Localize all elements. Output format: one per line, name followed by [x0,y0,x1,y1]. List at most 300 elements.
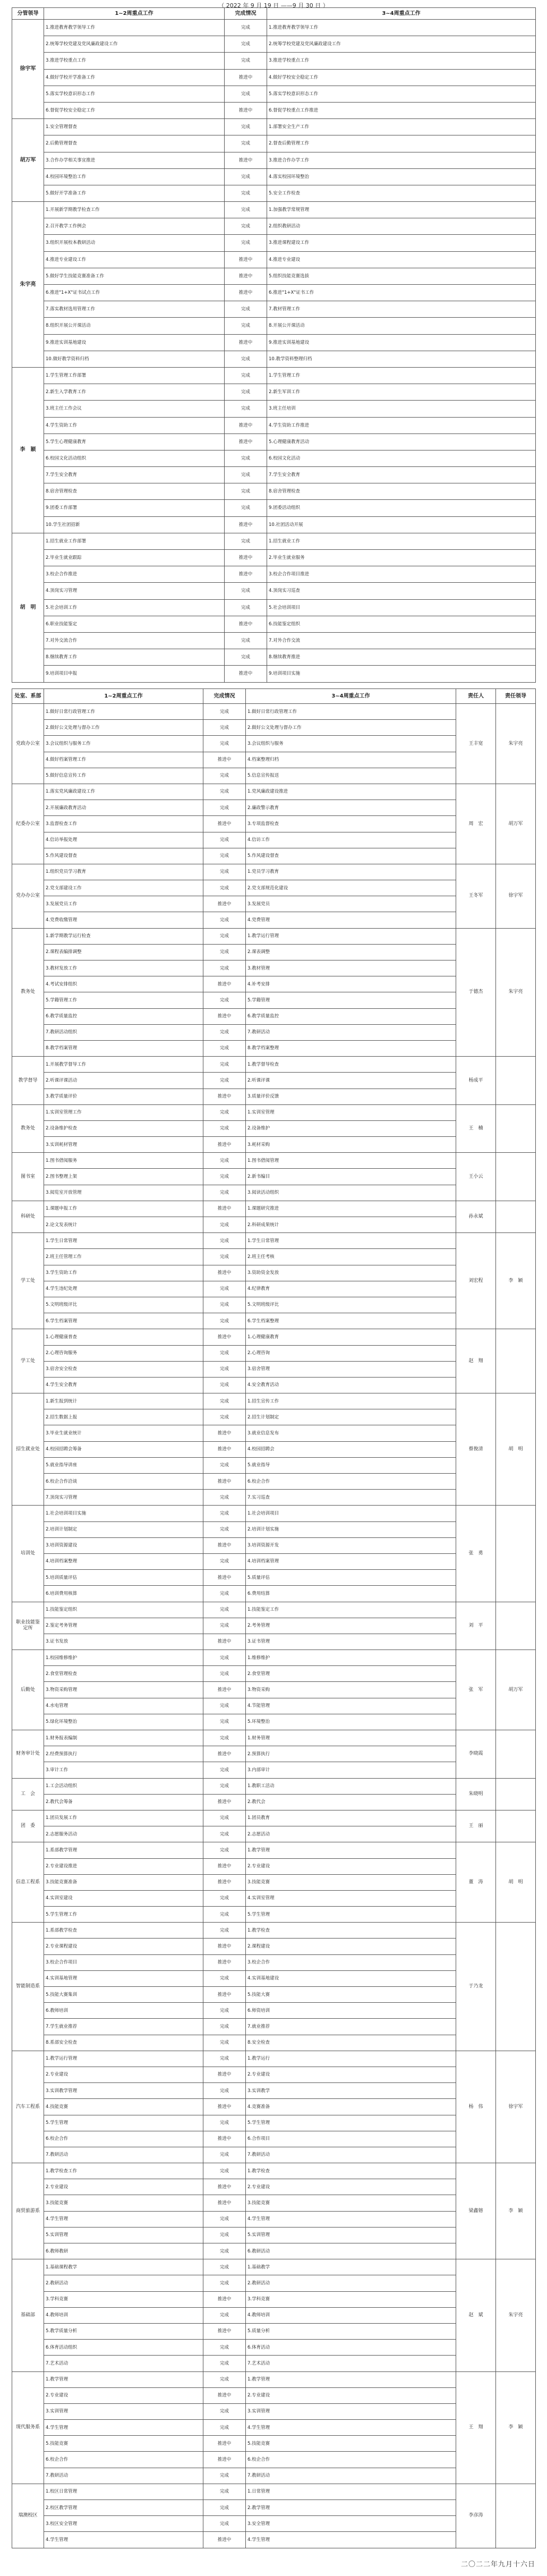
week12-task-cell: 6.推进"1+X"证书试点工作 [44,285,225,301]
status-cell: 推进中 [203,2532,246,2548]
week12-task-cell: 2.教代会筹备 [44,1794,203,1810]
status-cell: 完成 [203,1490,246,1506]
responsible-leader-cell: 胡万军 [496,784,536,864]
week12-task-cell: 5.技能竞赛 [44,2436,203,2452]
week34-task-cell: 2.统筹学校党建及党风廉政建设工作 [267,36,536,53]
department-name-cell: 教学督导 [12,1057,44,1105]
status-cell: 完成 [203,2403,246,2419]
department-name-cell: 信息工程系 [12,1842,44,1923]
week34-task-cell: 3.校企合作 [246,1954,456,1970]
status-cell: 推进中 [203,1537,246,1553]
week12-task-cell: 2.后勤管理督查 [44,135,225,152]
status-cell: 完成 [203,1506,246,1521]
week12-task-cell: 9.团委工作部署 [44,500,225,516]
week34-task-cell: 2.毕业生就业服务 [267,550,536,566]
week12-task-cell: 3.技能竞赛准备 [44,1874,203,1890]
status-cell: 完成 [225,53,267,69]
status-cell: 推进中 [203,1874,246,1890]
status-cell: 完成 [203,2356,246,2371]
week34-task-cell: 4.做好学校安全稳定工作 [267,69,536,86]
week12-task-cell: 7.顶岗实习管理 [44,1490,203,1506]
week12-task-cell: 3.阅览室开放管理 [44,1185,203,1201]
week12-task-cell: 7.教研活动 [44,2147,203,2163]
week34-task-cell: 6.体育活动 [246,2340,456,2356]
week12-task-cell: 2.开展廉政教育活动 [44,800,203,816]
week12-task-cell: 7.学生安全教育 [44,467,225,483]
status-cell: 推进中 [203,2291,246,2307]
department-name-cell: 图书室 [12,1153,44,1201]
table-row [12,1923,536,1939]
week12-task-cell: 8.系部安全检查 [44,2035,203,2051]
week12-task-cell: 5.作风建设督查 [44,848,203,864]
week12-task-cell: 3.实训管理 [44,2403,203,2419]
week12-task-cell: 4.学生安全教育 [44,1377,203,1393]
responsible-person-cell: 于德杰 [456,928,496,1057]
week34-task-cell: 4.实训室管理 [246,1890,456,1906]
week34-task-cell: 4.档案整理归档 [246,752,456,768]
week12-task-cell: 5.做好开学准备工作 [44,185,225,201]
week12-task-cell: 2.统筹学校党建及党风廉政建设工作 [44,36,225,53]
week34-task-cell: 5.学生管理 [246,2115,456,2131]
week34-task-cell: 1.党员学习教育 [246,864,456,880]
department-name-cell: 现代服务系 [12,2371,44,2484]
week34-task-cell: 3.阅读活动组织 [246,1185,456,1201]
week34-task-cell: 1.教学督导检查 [246,1057,456,1073]
week34-task-cell: 3.推进合作办学工作 [267,152,536,168]
week34-task-cell: 4.学生管理 [246,2211,456,2227]
week12-task-cell: 1.财务报表编制 [44,1730,203,1746]
week12-task-cell: 1.安全管理督查 [44,119,225,135]
week12-task-cell: 1.系部教学管理 [44,1842,203,1858]
week12-task-cell: 3.校企合作项目 [44,1954,203,1970]
week34-task-cell: 2.党支部规范化建设 [246,880,456,896]
week34-task-cell: 5.技能竞赛 [246,2436,456,2452]
week12-task-cell: 3.实训耗材管理 [44,1137,203,1153]
status-cell: 完成 [225,367,267,384]
week34-task-cell: 8.安全检查 [246,2035,456,2051]
week34-task-cell: 1.实训室管理 [246,1104,456,1120]
status-cell: 推进中 [203,2436,246,2452]
week34-task-cell: 2.专业建设 [246,2179,456,2195]
week12-task-cell: 3.实训教学管理 [44,2083,203,2099]
status-cell: 完成 [203,1650,246,1666]
status-cell: 推进中 [225,550,267,566]
table-row [12,152,536,168]
table-row [12,36,536,53]
responsible-leader-cell [496,1104,536,1153]
table-row [12,185,536,201]
week34-task-cell: 4.补考安排 [246,976,456,992]
week12-task-cell: 2.经费预算执行 [44,1746,203,1762]
week34-task-cell: 9.推进实训基地建设 [267,334,536,351]
week12-task-cell: 6.督促学校安全稳定工作 [44,102,225,118]
responsible-leader-cell [496,2484,536,2548]
status-cell: 完成 [203,2340,246,2356]
status-cell: 完成 [203,1730,246,1746]
status-cell: 完成 [203,1698,246,1714]
week34-task-cell: 2.考务管理 [246,1618,456,1634]
week34-task-cell: 3.耗材采购 [246,1137,456,1153]
week34-task-cell: 1.部署安全生产工作 [267,119,536,135]
table-row [12,1778,536,1794]
week12-task-cell: 2.专业课程建设 [44,1939,203,1954]
table-row [12,616,536,632]
column-header: 1~2周重点工作 [44,689,203,704]
week34-task-cell: 3.发展党员 [246,896,456,912]
status-cell: 完成 [203,1778,246,1794]
status-cell: 完成 [203,1890,246,1906]
week34-task-cell: 1.教职工活动 [246,1778,456,1794]
table-row [12,20,536,36]
week12-task-cell: 4.学生违纪处理 [44,1281,203,1297]
status-cell: 完成 [203,1313,246,1329]
week12-task-cell: 9.推进实训基地建设 [44,334,225,351]
week34-task-cell: 6.学生档案整理 [246,1313,456,1329]
week12-task-cell: 1.新生报到统计 [44,1393,203,1409]
department-name-cell: 学工处 [12,1329,44,1393]
table-row [12,384,536,401]
week12-task-cell: 5.做好信息宣传工作 [44,768,203,784]
week12-task-cell: 1.开展新学期教学检查工作 [44,202,225,218]
department-name-cell: 科研处 [12,1201,44,1232]
department-name-cell: 招生就业处 [12,1393,44,1506]
week12-task-cell: 3.校区安全管理 [44,2516,203,2532]
responsible-leader-cell [496,1602,536,1650]
week34-task-cell: 7.学生安全教育 [267,467,536,483]
week12-task-cell: 2.设备维护检查 [44,1120,203,1136]
week12-task-cell: 6.体育活动组织 [44,2340,203,2356]
week12-task-cell: 1.实训室管理工作 [44,1104,203,1120]
responsible-leader-cell [496,1153,536,1201]
status-cell: 完成 [225,649,267,666]
status-cell: 完成 [203,2003,246,2019]
status-cell: 推进中 [203,2099,246,2115]
week12-task-cell: 7.落实教材选用管理工作 [44,301,225,318]
table-row [12,69,536,86]
week34-task-cell: 7.对外合作交流 [267,632,536,649]
week34-task-cell: 5.信息宣传报送 [246,768,456,784]
table-row [12,467,536,483]
responsible-person-cell: 王 楠 [456,1104,496,1153]
status-cell: 推进中 [203,1794,246,1810]
week12-task-cell: 1.心理健康普查 [44,1329,203,1345]
table-row [12,53,536,69]
week12-task-cell: 2.听课评课活动 [44,1073,203,1089]
status-cell: 完成 [225,301,267,318]
week12-task-cell: 9.培训项目申报 [44,666,225,682]
department-name-cell: 职业技能鉴定所 [12,1602,44,1650]
week12-task-cell: 2.做好公文处理与督办工作 [44,720,203,736]
week12-task-cell: 3.教材发放工作 [44,960,203,976]
week12-task-cell: 3.物资采购管理 [44,1682,203,1698]
week12-task-cell: 5.做好学生技能竞赛准备工作 [44,268,225,284]
week34-task-cell: 2.科研成果统计 [246,1217,456,1233]
week12-task-cell: 3.班主任工作会议 [44,401,225,417]
status-cell: 完成 [203,2468,246,2484]
status-cell: 完成 [203,2500,246,2516]
week34-task-cell: 9.团委活动组织 [267,500,536,516]
week12-task-cell: 3.审计工作 [44,1762,203,1778]
status-cell: 完成 [203,736,246,752]
responsible-leader-cell [496,1506,536,1602]
status-cell: 完成 [203,1217,246,1233]
table-row [12,1201,536,1217]
department-name-cell: 学工处 [12,1233,44,1329]
department-name-cell: 团 委 [12,1810,44,1842]
table-row [12,417,536,433]
week34-task-cell: 6.师资培训 [246,2003,456,2019]
column-header: 责任人 [456,689,496,704]
week34-task-cell: 2.做好公文处理与督办工作 [246,720,456,736]
week12-task-cell: 5.教学质量分析 [44,2323,203,2339]
week34-task-cell: 2.专业建设 [246,2067,456,2082]
responsible-leader-cell: 徐宇军 [496,864,536,928]
status-cell: 完成 [203,1361,246,1377]
status-cell: 完成 [203,1233,246,1249]
week12-task-cell: 2.心理咨询服务 [44,1345,203,1361]
week34-task-cell: 2.专业建设 [246,2387,456,2403]
week12-task-cell: 3.学科竞赛 [44,2291,203,2307]
week12-task-cell: 7.教研活动组织 [44,1024,203,1040]
responsible-person-cell: 杨 伟 [456,2051,496,2163]
table-row [12,218,536,235]
status-cell: 推进中 [203,2195,246,2211]
week12-task-cell: 3.证书发放 [44,1634,203,1650]
week34-task-cell: 3.资助资金发放 [246,1265,456,1281]
week34-task-cell: 2.廉政警示教育 [246,800,456,816]
status-cell: 推进中 [203,2131,246,2147]
week12-task-cell: 1.组织党员学习教育 [44,864,203,880]
leader-name-cell: 李 颖 [12,367,44,533]
week12-task-cell: 4.顶岗实习管理 [44,583,225,599]
column-header: 1~2周重点工作 [44,8,225,20]
week34-task-cell: 5.就业指导 [246,1457,456,1473]
week34-task-cell: 3.班主任培训 [267,401,536,417]
status-cell: 完成 [203,848,246,864]
status-cell: 完成 [203,2420,246,2436]
week34-task-cell: 4.顶岗实习巡查 [267,583,536,599]
week34-task-cell: 6.校企合作 [246,2452,456,2468]
week12-task-cell: 1.开展教学督导工作 [44,1057,203,1073]
week12-task-cell: 4.做好档案管理工作 [44,752,203,768]
week34-task-cell: 2.志愿活动 [246,1826,456,1842]
status-cell: 完成 [203,1457,246,1473]
status-cell: 推进中 [203,1329,246,1345]
responsible-person-cell: 赵 斌 [456,2259,496,2371]
week34-task-cell: 5.实训管理 [246,2227,456,2243]
status-cell: 完成 [203,2371,246,2387]
week12-task-cell: 5.学生管理工作 [44,1907,203,1923]
department-name-cell: 工 会 [12,1778,44,1810]
week12-task-cell: 2.班主任管理工作 [44,1249,203,1265]
table-row [12,928,536,944]
week34-task-cell: 4.信访工作 [246,832,456,848]
week12-task-cell: 6.校企合作 [44,2452,203,2468]
week34-task-cell: 6.费用结算 [246,1586,456,1602]
week34-task-cell: 4.纪律教育 [246,1281,456,1297]
week34-task-cell: 1.教学管理 [246,1842,456,1858]
table-row [12,516,536,533]
week12-task-cell: 6.教师培训 [44,2003,203,2019]
table-row [12,2163,536,2179]
status-cell: 完成 [203,1393,246,1409]
table-row [12,367,536,384]
week12-task-cell: 10.做好教学资料归档 [44,351,225,367]
table-row [12,168,536,185]
status-cell: 完成 [203,2147,246,2163]
week12-task-cell: 7.艺术活动 [44,2356,203,2371]
week34-task-cell: 2.心理咨询 [246,1345,456,1361]
status-cell: 完成 [203,1040,246,1056]
week12-task-cell: 4.实训基地管理 [44,1970,203,1986]
status-cell: 推进中 [203,1746,246,1762]
week34-task-cell: 1.党风廉政建设推进 [246,784,456,800]
status-cell: 推进中 [203,1987,246,2003]
week12-task-cell: 6.职业技能鉴定 [44,616,225,632]
responsible-leader-cell [496,1329,536,1393]
responsible-leader-cell [496,1730,536,1779]
week34-task-cell: 6.教学质量监控 [246,1008,456,1024]
status-cell: 完成 [225,20,267,36]
status-cell: 完成 [225,450,267,466]
status-cell: 推进中 [203,2323,246,2339]
week34-task-cell: 2.培训计划实施 [246,1521,456,1537]
week12-task-cell: 6.校企合作 [44,2131,203,2147]
table-row [12,285,536,301]
week34-task-cell: 7.教研活动 [246,2468,456,2484]
status-cell: 推进中 [203,2179,246,2195]
week12-task-cell: 4.考试安排组织 [44,976,203,992]
week34-task-cell: 1.社会培训项目 [246,1506,456,1521]
week34-task-cell: 7.艺术活动 [246,2356,456,2371]
week34-task-cell: 1.团员教育 [246,1810,456,1826]
status-cell: 推进中 [225,152,267,168]
week12-task-cell: 3.会议组织与服务工作 [44,736,203,752]
responsible-leader-cell [496,1057,536,1105]
status-cell: 完成 [203,928,246,944]
status-cell: 完成 [203,2243,246,2259]
week12-task-cell: 5.落实学校意识形态工作 [44,86,225,102]
week34-task-cell: 3.技能竞赛 [246,1874,456,1890]
responsible-leader-cell: 胡万军 [496,1650,536,1730]
responsible-person-cell: 王 丽 [456,1810,496,1842]
week34-task-cell: 3.实训教学 [246,2083,456,2099]
status-cell: 完成 [225,36,267,53]
week12-task-cell: 6.教学质量监控 [44,1008,203,1024]
week12-task-cell: 3.合作办学相关事宜推进 [44,152,225,168]
status-cell: 完成 [225,599,267,616]
status-cell: 推进中 [225,69,267,86]
table-row [12,599,536,616]
week34-task-cell: 5.学生管理 [246,1907,456,1923]
status-cell: 完成 [225,583,267,599]
status-cell: 完成 [203,800,246,816]
responsible-person-cell: 朱晓明 [456,1778,496,1810]
week12-task-cell: 4.培训档案整理 [44,1553,203,1569]
table-row [12,2259,536,2275]
status-cell: 完成 [203,1714,246,1730]
week12-task-cell: 2.党支部建设工作 [44,880,203,896]
status-cell: 完成 [225,632,267,649]
week12-task-cell: 4.学生管理 [44,2420,203,2436]
week34-task-cell: 1.学生管理工作 [267,367,536,384]
week12-task-cell: 3.校企合作推进 [44,566,225,583]
responsible-person-cell: 董 涛 [456,1842,496,1923]
responsible-person-cell: 王小云 [456,1153,496,1201]
week12-task-cell: 2.专业建设 [44,2179,203,2195]
column-header: 处室、系部 [12,689,44,704]
week12-task-cell: 5.就业指导讲座 [44,1457,203,1473]
status-cell: 推进中 [203,2387,246,2403]
week34-task-cell: 4.学生管理 [246,2420,456,2436]
week34-task-cell: 4.安全教育活动 [246,1377,456,1393]
status-cell: 完成 [203,1618,246,1634]
table-row [12,566,536,583]
responsible-person-cell: 王丰宽 [456,704,496,784]
week34-task-cell: 2.新生军训工作 [267,384,536,401]
week12-task-cell: 5.实训管理 [44,2227,203,2243]
week12-task-cell: 5.文明班级评比 [44,1297,203,1313]
week12-task-cell: 5.绿化环境整治 [44,1714,203,1730]
department-name-cell: 教务处 [12,1104,44,1153]
status-cell: 完成 [203,880,246,896]
status-cell: 完成 [203,832,246,848]
week12-task-cell: 3.监督检查工作 [44,816,203,832]
column-header: 责任领导 [496,689,536,704]
table-row [12,1810,536,1826]
week12-task-cell: 7.对外交流合作 [44,632,225,649]
status-cell: 完成 [225,351,267,367]
table-row [12,1233,536,1249]
week34-task-cell: 1.基础教学 [246,2259,456,2275]
table-row [12,666,536,682]
week34-task-cell: 3.实训管理 [246,2403,456,2419]
week12-task-cell: 2.培训计划制定 [44,1521,203,1537]
week34-task-cell: 6.督促学校重点工作推进 [267,102,536,118]
week34-task-cell: 1.维修维护 [246,1650,456,1666]
week12-task-cell: 2.校区教学管理 [44,2500,203,2516]
department-name-cell: 后勤处 [12,1650,44,1730]
week34-task-cell: 2.预算执行 [246,1746,456,1762]
week12-task-cell: 5.培训质量评估 [44,1570,203,1586]
week34-task-cell: 5.落实学校意识形态工作 [267,86,536,102]
responsible-leader-cell: 徐宇军 [496,2051,536,2163]
status-cell: 完成 [225,202,267,218]
week12-task-cell: 4.校园环境整治工作 [44,168,225,185]
table-row [12,450,536,466]
week34-task-cell: 1.学生日常管理 [246,1233,456,1249]
week34-task-cell: 4.节能管理 [246,1698,456,1714]
week12-task-cell: 4.党费收缴管理 [44,912,203,928]
responsible-person-cell: 蔡俊清 [456,1393,496,1506]
table-row [12,135,536,152]
status-cell: 推进中 [203,1201,246,1217]
status-cell: 完成 [203,2083,246,2099]
week34-task-cell: 4.教师培训 [246,2307,456,2323]
week34-task-cell: 8.教学档案整理 [246,1040,456,1056]
week34-task-cell: 1.心理健康教育 [246,1329,456,1345]
responsible-leader-cell: 李 颖 [496,1233,536,1329]
week34-task-cell: 4.学生资助工作推进 [267,417,536,433]
week34-task-cell: 4.落实校园环境整治 [267,168,536,185]
week12-task-cell: 1.工会活动组织 [44,1778,203,1794]
status-cell: 推进中 [203,1939,246,1954]
status-cell: 完成 [203,2035,246,2051]
status-cell: 完成 [203,1521,246,1537]
week12-task-cell: 3.学生资助工作 [44,1265,203,1281]
week12-task-cell: 6.培训费用核算 [44,1586,203,1602]
status-cell: 推进中 [203,1474,246,1490]
